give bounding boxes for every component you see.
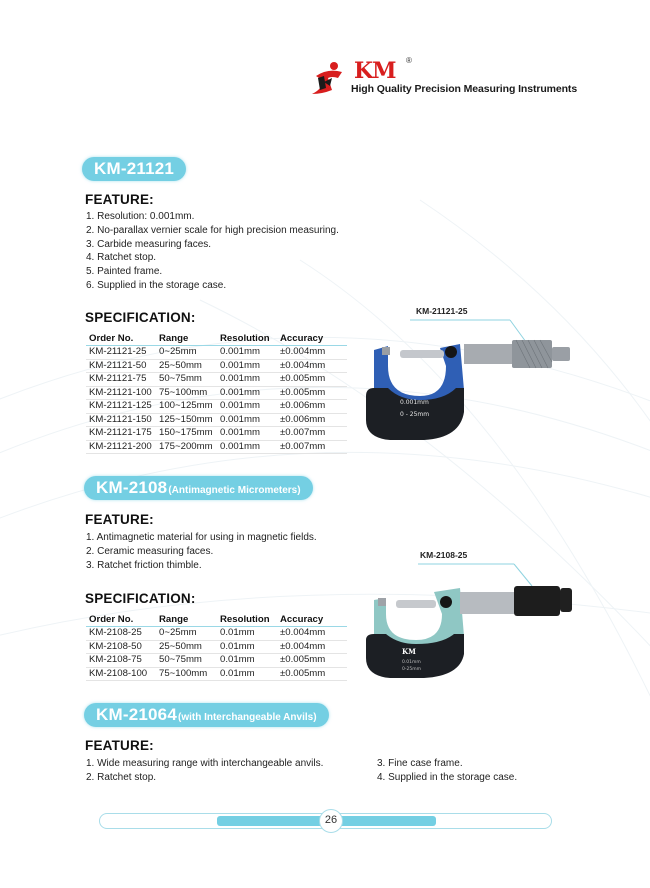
cell-resolution: 0.01mm xyxy=(217,627,277,641)
specification-heading: SPECIFICATION: xyxy=(85,310,196,325)
col-accuracy: Accuracy xyxy=(277,613,347,627)
feature-item: 3. Fine case frame. xyxy=(377,758,463,769)
table-row xyxy=(86,440,347,454)
brand-tagline: High Quality Precision Measuring Instruments xyxy=(351,83,578,95)
product-callout-label: KM-2108-25 xyxy=(420,550,468,560)
cell-range: 100~125mm xyxy=(156,400,217,414)
cell-order-no: KM-21121-150 xyxy=(86,413,156,427)
model-badge-km-21064 xyxy=(84,703,329,727)
product-callout-label: KM-21121-25 xyxy=(416,306,468,316)
col-range: Range xyxy=(156,332,217,346)
model-badge-km-21121 xyxy=(82,157,186,181)
col-order-no: Order No. xyxy=(86,332,156,346)
cell-resolution: 0.001mm xyxy=(217,346,277,360)
frame-text: 0.01mm xyxy=(402,660,421,665)
cell-order-no: KM-21121-200 xyxy=(86,440,156,454)
model-number: KM-21064 xyxy=(96,705,177,724)
specification-heading: SPECIFICATION: xyxy=(85,591,196,606)
feature-heading: FEATURE: xyxy=(85,512,154,527)
col-resolution: Resolution xyxy=(217,332,277,346)
cell-order-no: KM-21121-100 xyxy=(86,386,156,400)
feature-item: 4. Ratchet stop. xyxy=(86,252,157,264)
feature-item: 2. No-parallax vernier scale for high precision measuring. xyxy=(86,224,339,236)
col-resolution: Resolution xyxy=(217,613,277,627)
cell-accuracy: ±0.004mm xyxy=(277,359,347,373)
cell-accuracy: ±0.007mm xyxy=(277,440,347,454)
table-header-row xyxy=(86,613,347,627)
brand-logo-text: KM xyxy=(354,58,396,84)
cell-resolution: 0.001mm xyxy=(217,373,277,387)
model-badge-km-2108 xyxy=(84,476,313,500)
cell-range: 150~175mm xyxy=(156,427,217,441)
feature-heading: FEATURE: xyxy=(85,192,154,207)
micrometer-antimagnetic-image xyxy=(360,540,600,690)
cell-resolution: 0.001mm xyxy=(217,359,277,373)
feature-list-right xyxy=(377,757,517,785)
feature-list xyxy=(86,210,339,293)
brand-logo-icon xyxy=(310,60,352,96)
registered-mark: ® xyxy=(406,56,412,65)
cell-accuracy: ±0.005mm xyxy=(277,654,347,668)
micrometer-blue-frame-image xyxy=(360,300,620,460)
cell-order-no: KM-2108-50 xyxy=(86,640,156,654)
cell-accuracy: ±0.007mm xyxy=(277,427,347,441)
cell-resolution: 0.001mm xyxy=(217,440,277,454)
frame-text: 0-25mm xyxy=(402,667,421,672)
feature-item: 3. Carbide measuring faces. xyxy=(86,238,212,250)
cell-range: 50~75mm xyxy=(156,654,217,668)
cell-accuracy: ±0.006mm xyxy=(277,413,347,427)
model-subtitle: (with Interchangeable Anvils) xyxy=(177,712,317,723)
cell-resolution: 0.01mm xyxy=(217,640,277,654)
cell-range: 0~25mm xyxy=(156,627,217,641)
cell-order-no: KM-2108-75 xyxy=(86,654,156,668)
table-row xyxy=(86,640,347,654)
table-row xyxy=(86,654,347,668)
feature-list xyxy=(86,531,317,572)
model-subtitle: (Antimagnetic Micrometers) xyxy=(168,485,301,496)
col-range: Range xyxy=(156,613,217,627)
feature-item: 4. Supplied in the storage case. xyxy=(377,771,518,783)
feature-item: 1. Resolution: 0.001mm. xyxy=(86,211,195,222)
feature-item: 2. Ratchet stop. xyxy=(86,771,157,783)
spec-table-km-2108 xyxy=(86,613,347,681)
cell-order-no: KM-21121-75 xyxy=(86,373,156,387)
feature-list-left xyxy=(86,757,323,785)
cell-range: 125~150mm xyxy=(156,413,217,427)
cell-order-no: KM-21121-175 xyxy=(86,427,156,441)
feature-item: 2. Ceramic measuring faces. xyxy=(86,545,214,557)
table-row xyxy=(86,359,347,373)
frame-text: 0.001mm xyxy=(400,399,429,406)
model-number: KM-21121 xyxy=(94,159,175,178)
feature-item: 1. Wide measuring range with interchangeable anvils. xyxy=(86,758,324,769)
cell-accuracy: ±0.005mm xyxy=(277,667,347,681)
frame-logo-text: KM xyxy=(402,647,416,656)
cell-range: 75~100mm xyxy=(156,667,217,681)
cell-range: 25~50mm xyxy=(156,640,217,654)
col-order-no: Order No. xyxy=(86,613,156,627)
frame-text: 0 - 25mm xyxy=(400,411,430,418)
cell-accuracy: ±0.004mm xyxy=(277,627,347,641)
table-row xyxy=(86,373,347,387)
page-number: 26 xyxy=(319,809,343,833)
feature-item: 6. Supplied in the storage case. xyxy=(86,279,227,291)
cell-resolution: 0.01mm xyxy=(217,667,277,681)
cell-resolution: 0.001mm xyxy=(217,413,277,427)
cell-accuracy: ±0.006mm xyxy=(277,400,347,414)
table-header-row xyxy=(86,332,347,346)
cell-resolution: 0.001mm xyxy=(217,386,277,400)
cell-resolution: 0.001mm xyxy=(217,427,277,441)
cell-accuracy: ±0.004mm xyxy=(277,346,347,360)
spec-table-km-21121 xyxy=(86,332,347,454)
cell-order-no: KM-2108-25 xyxy=(86,627,156,641)
col-accuracy: Accuracy xyxy=(277,332,347,346)
feature-item: 1. Antimagnetic material for using in magnetic fields. xyxy=(86,532,317,543)
cell-range: 0~25mm xyxy=(156,346,217,360)
cell-range: 175~200mm xyxy=(156,440,217,454)
cell-range: 25~50mm xyxy=(156,359,217,373)
cell-accuracy: ±0.004mm xyxy=(277,640,347,654)
cell-order-no: KM-21121-50 xyxy=(86,359,156,373)
table-row xyxy=(86,346,347,360)
cell-accuracy: ±0.005mm xyxy=(277,386,347,400)
cell-accuracy: ±0.005mm xyxy=(277,373,347,387)
table-row xyxy=(86,413,347,427)
feature-item: 5. Painted frame. xyxy=(86,266,163,278)
table-row xyxy=(86,386,347,400)
feature-heading: FEATURE: xyxy=(85,738,154,753)
table-row xyxy=(86,667,347,681)
cell-resolution: 0.001mm xyxy=(217,400,277,414)
feature-item: 3. Ratchet friction thimble. xyxy=(86,559,202,571)
model-number: KM-2108 xyxy=(96,478,168,497)
table-row xyxy=(86,627,347,641)
cell-range: 50~75mm xyxy=(156,373,217,387)
cell-range: 75~100mm xyxy=(156,386,217,400)
cell-order-no: KM-21121-25 xyxy=(86,346,156,360)
cell-order-no: KM-21121-125 xyxy=(86,400,156,414)
cell-order-no: KM-2108-100 xyxy=(86,667,156,681)
cell-resolution: 0.01mm xyxy=(217,654,277,668)
page-header xyxy=(310,56,590,100)
table-row xyxy=(86,427,347,441)
table-row xyxy=(86,400,347,414)
